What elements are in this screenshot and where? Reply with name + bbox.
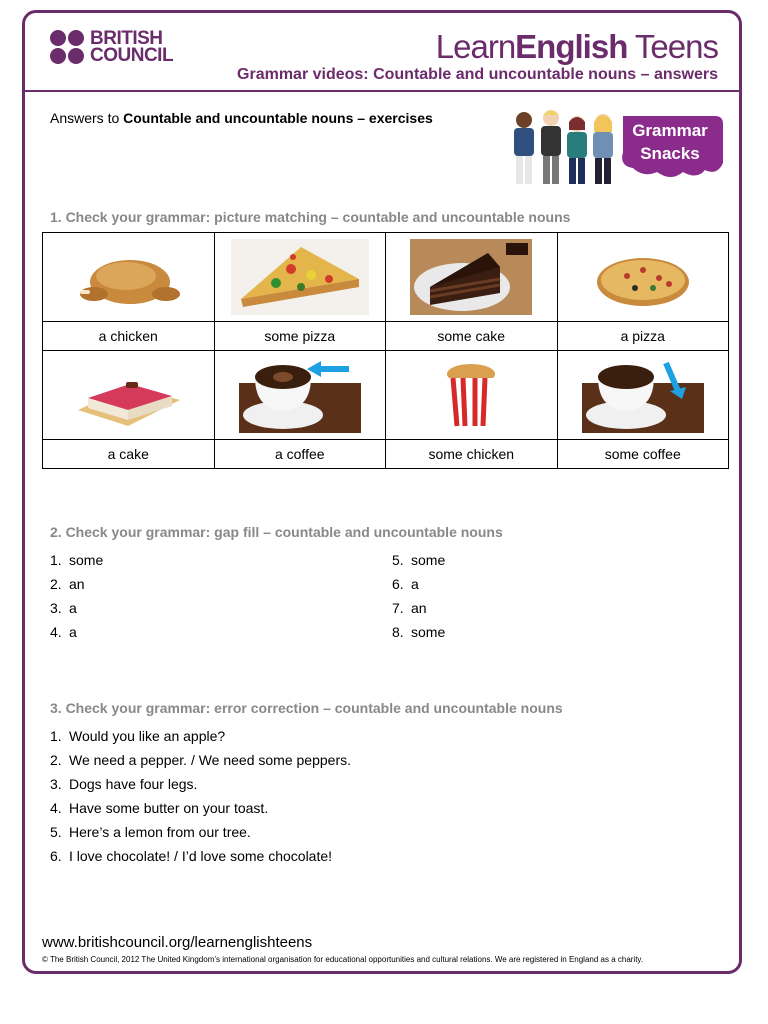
label-cell: some pizza bbox=[214, 322, 386, 351]
gap-fill-answers-left bbox=[50, 548, 103, 644]
cell-pizza-slice-image bbox=[214, 233, 386, 322]
section3-heading: 3. Check your grammar: error correction – countable and uncountable nouns bbox=[50, 700, 563, 716]
cell-whole-cake-image bbox=[43, 351, 215, 440]
cell-chicken-bucket-image bbox=[386, 351, 558, 440]
list-item: 3. a bbox=[50, 600, 77, 616]
chicken-bucket-image-icon bbox=[441, 360, 501, 430]
gap-fill-answers-right bbox=[392, 548, 445, 644]
brand-teens: Teens bbox=[627, 28, 718, 65]
intro-prefix: Answers to bbox=[50, 110, 124, 126]
british-council-logo bbox=[50, 30, 173, 64]
label-cell: a cake bbox=[43, 440, 215, 469]
grammar-snacks-badge bbox=[505, 108, 725, 193]
list-item: 6. a bbox=[392, 576, 419, 592]
footer-url-link[interactable]: www.britishcouncil.org/learnenglishteens bbox=[42, 934, 313, 951]
cell-chicken-image bbox=[43, 233, 215, 322]
footer-legal: © The British Council, 2012 The United Kingdom’s international organisation for educational opportunities and cultural relations. We are registered in England as a charity. bbox=[42, 955, 644, 964]
list-item: 2. an bbox=[50, 576, 85, 592]
error-correction-answers bbox=[50, 724, 351, 868]
label-cell: some chicken bbox=[386, 440, 558, 469]
whole-pizza-image-icon bbox=[583, 242, 703, 312]
label-cell: a coffee bbox=[214, 440, 386, 469]
intro-text bbox=[50, 110, 433, 126]
label-cell: some coffee bbox=[557, 440, 729, 469]
cell-cake-slice-image bbox=[386, 233, 558, 322]
cell-whole-pizza-image bbox=[557, 233, 729, 322]
badge-line2: Snacks bbox=[640, 144, 700, 163]
label-cell: some cake bbox=[386, 322, 558, 351]
list-item: 5. some bbox=[392, 552, 446, 568]
list-item: 6. I love chocolate! / I’d love some chocolate! bbox=[50, 848, 333, 864]
list-item: 8. some bbox=[392, 624, 446, 640]
brand-learn: Learn bbox=[435, 28, 516, 65]
page-title: Grammar videos: Countable and uncountable nouns – answers bbox=[237, 66, 718, 83]
logo-line1: BRITISH bbox=[90, 28, 163, 49]
teens-illustration-icon bbox=[514, 110, 613, 184]
cake-slice-image-icon bbox=[410, 239, 532, 315]
learnenglish-teens-logo bbox=[436, 28, 718, 66]
brand-english: English bbox=[515, 28, 628, 65]
coffee-beans-image-icon bbox=[582, 357, 704, 433]
logo-line2: COUNCIL bbox=[90, 45, 174, 66]
list-item: 1. some bbox=[50, 552, 104, 568]
roast-chicken-image-icon bbox=[68, 242, 188, 312]
intro-bold: Countable and uncountable nouns – exercises bbox=[123, 110, 433, 126]
section1-heading: 1. Check your grammar: picture matching – countable and uncountable nouns bbox=[50, 209, 571, 225]
list-item: 2. We need a pepper. / We need some peppers. bbox=[50, 752, 352, 768]
cell-coffee-cup-image bbox=[214, 351, 386, 440]
picture-matching-table bbox=[42, 232, 729, 469]
label-cell: a chicken bbox=[43, 322, 215, 351]
whole-cake-image-icon bbox=[68, 360, 188, 430]
list-item: 5. Here’s a lemon from our tree. bbox=[50, 824, 251, 840]
label-cell: a pizza bbox=[557, 322, 729, 351]
list-item: 7. an bbox=[392, 600, 427, 616]
coffee-cup-image-icon bbox=[239, 357, 361, 433]
list-item: 3. Dogs have four legs. bbox=[50, 776, 198, 792]
badge-line1: Grammar bbox=[632, 121, 708, 140]
header-divider bbox=[22, 90, 742, 92]
pizza-slice-image-icon bbox=[231, 239, 369, 315]
logo-dots-icon bbox=[50, 30, 84, 64]
list-item: 1. Would you like an apple? bbox=[50, 728, 226, 744]
section2-heading: 2. Check your grammar: gap fill – countable and uncountable nouns bbox=[50, 524, 503, 540]
cell-coffee-beans-image bbox=[557, 351, 729, 440]
list-item: 4. a bbox=[50, 624, 77, 640]
list-item: 4. Have some butter on your toast. bbox=[50, 800, 269, 816]
